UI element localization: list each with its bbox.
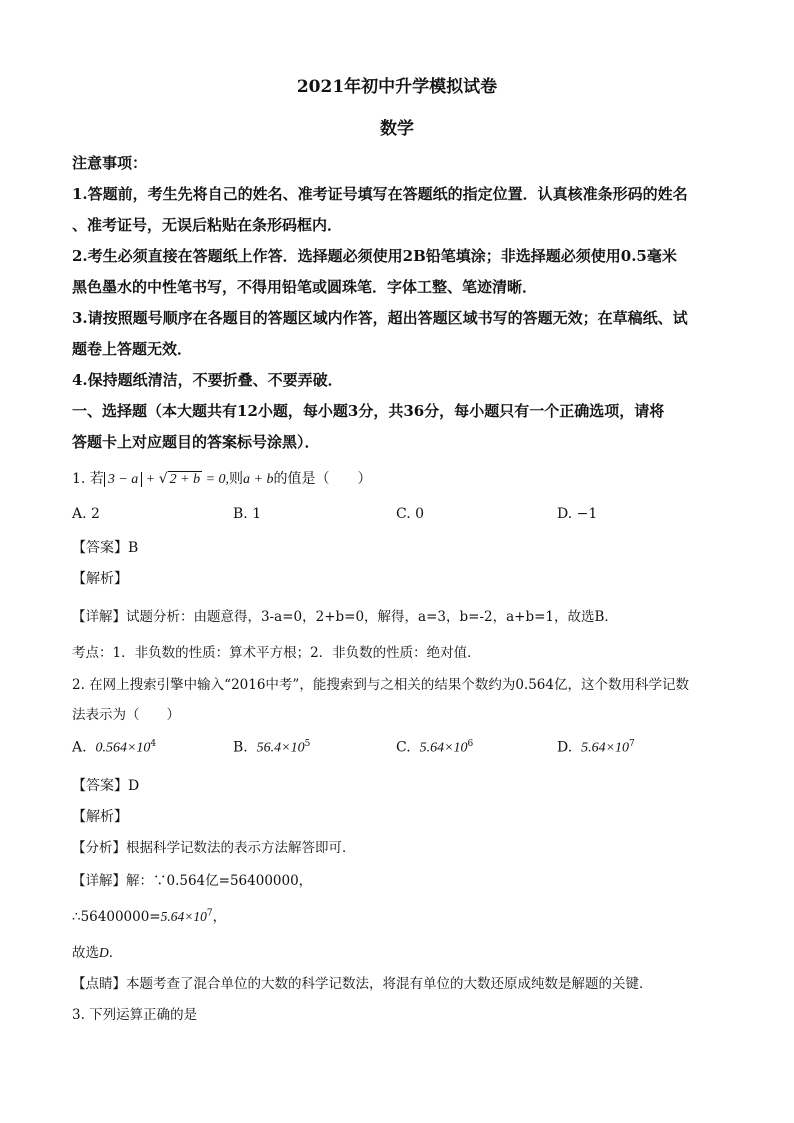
q1-option-d: D. −1 [557,506,598,522]
notice-item-4: 4.保持题纸清洁，不要折叠、不要弄破． [72,371,343,389]
q2-option-d-exp: 7 [629,739,635,749]
q2-option-a-exp: 4 [150,739,157,749]
q1-option-c: C. 0 [396,506,425,522]
q2-conclusion-prefix: 故选 [72,945,99,961]
q2-option-a-base: 0.564×10 [95,740,151,756]
notice-item-2a: 2.考生必须直接在答题纸上作答．选择题必须使用2B铅笔填涂；非选择题必须使用0.5毫米 [72,247,677,265]
q1-sqrt-expression: 2 + b [169,472,201,487]
notice-item-2b: 黑色墨水的中性笔书写，不得用铅笔或圆珠笔．字体工整、笔迹清晰． [72,278,538,296]
q1-option-a: A. 2 [72,506,100,522]
notice-item-1a: 1.答题前，考生先将自己的姓名、准考证号填写在答题纸的指定位置．认真核准条形码的姓名 [72,185,688,203]
q2-option-b-exp: 5 [304,739,311,749]
q2-step-exp: 7 [206,908,213,919]
q2-detail: 【详解】解：∵0.564亿=56400000， [72,873,313,889]
q2-dianjing: 【点睛】本题考查了混合单位的大数的科学记数法，将混有单位的大数还原成纯数是解题的关键． [72,976,653,992]
q1-detail: 【详解】试题分析：由题意得，3-a=0，2+b=0，解得，a=3，b=-2，a+b=1，故选B． [72,609,618,625]
question-2-stem-line2: 法表示为（ ） [72,707,180,723]
q2-option-b-base: 56.4×10 [256,740,305,756]
q1-abs-expression: 3 − a [104,472,142,487]
subject-title: 数学 [380,119,414,139]
q2-option-c-label: C. [396,739,411,756]
section-heading-line1: 一、选择题（本大题共有12小题，每小题3分，共36分，每小题只有一个正确选项，请将 [72,402,665,420]
q1-answer: 【答案】B [72,540,139,556]
q2-answer: 【答案】D [72,778,140,794]
q2-option-b [233,739,310,757]
question-3-stem: 3. 下列运算正确的是 [72,1007,198,1023]
q2-step-prefix: ∴56400000= [72,909,161,925]
q1-kaodian: 考点：1．非负数的性质：算术平方根；2．非负数的性质：绝对值． [72,645,481,661]
question-1-stem [72,468,732,488]
notice-item-3a: 3.请按照题号顺序在各题目的答题区域内作答，超出答题区域书写的答题无效；在草稿纸、试 [72,309,688,327]
q1-plus: + [142,472,159,487]
q1-suffix: 的值是（ ） [273,471,372,487]
q2-step-suffix: ， [212,909,227,925]
q2-conclusion-suffix: ． [108,945,123,961]
q1-sqrt: √ 2 + b [158,471,201,487]
q2-option-b-label: B. [233,739,248,756]
q2-option-c-exp: 6 [467,739,474,749]
notice-item-1b: 、准考证号，无误后粘贴在条形码框内． [72,216,343,234]
q1-a-plus-b: a + b [243,472,274,487]
q1-analysis-label: 【解析】 [72,571,128,587]
q1-option-b: B. 1 [233,506,262,522]
q2-conclusion [72,941,732,961]
q2-option-a [72,739,156,757]
q2-conclusion-letter: D [99,945,109,960]
q1-equals: = 0, [202,472,230,487]
q2-step [72,905,732,925]
section-heading-line2: 答题卡上对应题目的答案标号涂黑）． [72,433,320,451]
notice-item-3b: 题卷上答题无效． [72,340,193,358]
question-2-stem-line1: 2. 在网上搜索引擎中输入“2016中考”，能搜索到与之相关的结果个数约为0.564亿，这个数用科学记数 [72,677,689,693]
q2-step-base: 5.64×10 [160,909,207,924]
q2-option-a-label: A. [72,739,87,756]
q2-option-d [557,739,635,757]
q1-mid: 则 [229,471,244,487]
q1-prefix: 1. 若 [72,471,104,487]
q2-analysis-label: 【解析】 [72,809,128,825]
q2-fenxi: 【分析】根据科学记数法的表示方法解答即可． [72,840,356,856]
q2-option-c-base: 5.64×10 [419,740,468,756]
exam-title: 2021年初中升学模拟试卷 [296,77,498,97]
q2-option-d-base: 5.64×10 [581,740,630,756]
q2-option-c [396,739,473,757]
q2-option-d-label: D. [557,739,573,756]
notice-heading: 注意事项： [72,154,148,172]
